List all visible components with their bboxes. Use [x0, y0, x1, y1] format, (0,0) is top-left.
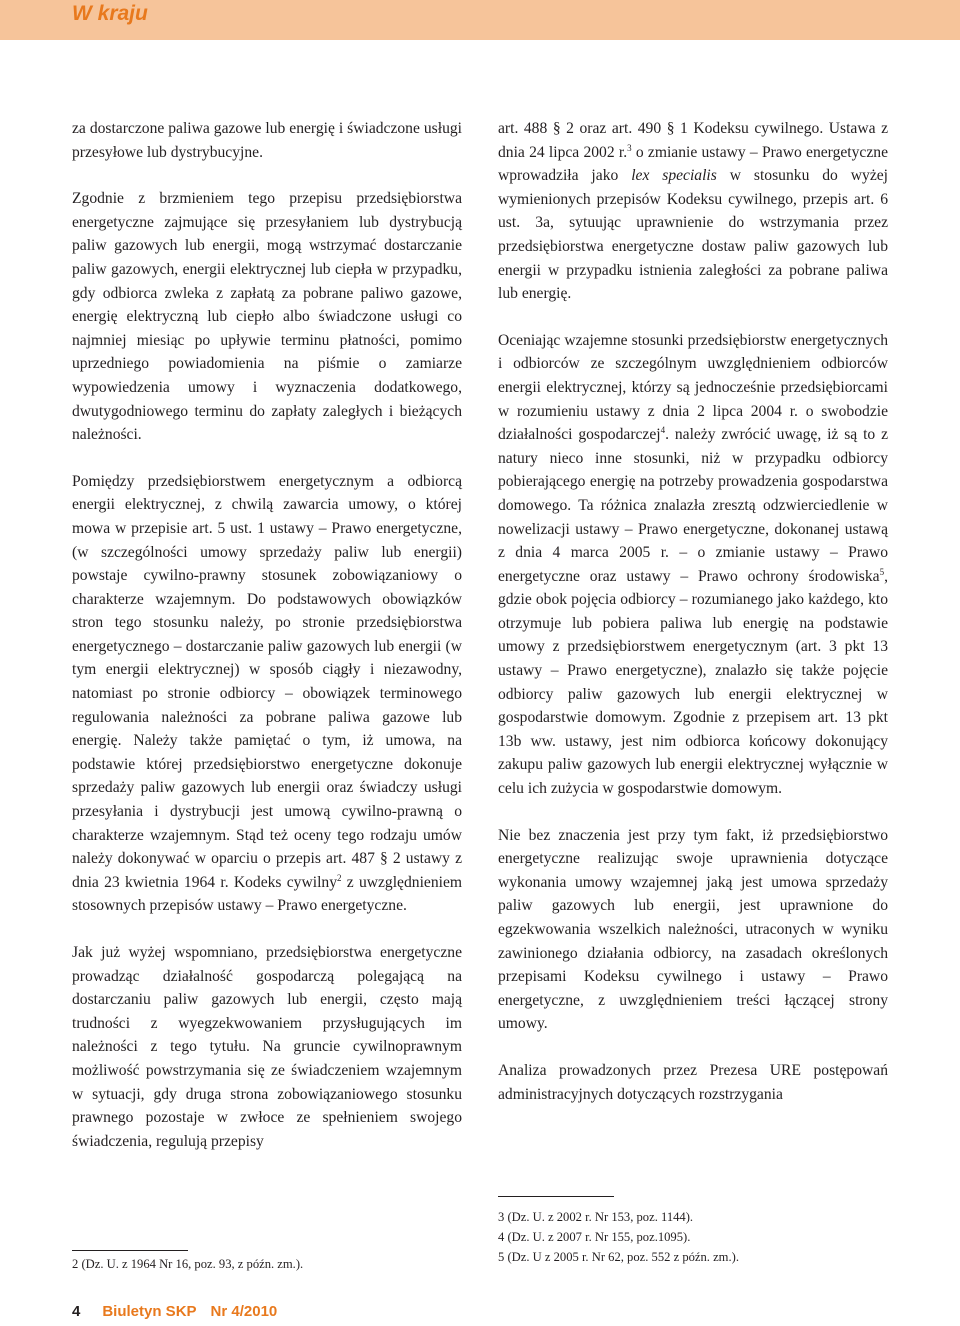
footnote-ref-5: 5	[879, 566, 885, 577]
section-title: W kraju	[72, 2, 148, 25]
page-number: 4	[72, 1303, 81, 1320]
right-paragraph-4: Analiza prowadzonych przez Prezesa URE postępowań administracyjnych dotyczących rozstrzygania	[498, 1061, 888, 1103]
publication-title: Biuletyn SKP	[102, 1303, 197, 1320]
right-paragraph-1-text-b: o zmianie ustawy – Prawo energetyczne wprowadziła jako	[498, 143, 888, 185]
footnote-rule	[72, 1250, 188, 1251]
issue-number: Nr 4/2010	[210, 1303, 278, 1320]
right-paragraph-1	[498, 117, 888, 306]
page-footer	[72, 1303, 277, 1320]
footnote-ref-2: 2	[337, 872, 342, 883]
left-paragraph-3	[72, 470, 462, 918]
left-column	[72, 117, 462, 1153]
right-paragraph-2	[498, 329, 888, 801]
left-footnotes	[72, 1250, 462, 1274]
right-footnotes	[498, 1196, 888, 1267]
footnote-ref-4: 4	[660, 424, 666, 435]
right-paragraph-2-text-c: , gdzie obok pojęcia odbiorcy – rozumianego jako każdego, kto otrzymuje lub pobiera paliwa lub energię na podstawie umowy z przedsiębiorstwem energetycznym (art. 3 pkt 13 ustawy – Prawo energetyczne), znalazło się także pojęcie odbiorcy paliw gazowych lub energii elektrycznej w gospodarstwie domowym. Zgodnie z przepisem art. 13 pkt 13b ww. ustawy, jest nim odbiorca końcowy dokonujący zakupu paliw gazowych lub energii elektrycznej wyłącznie w celu ich zużycia w gospodarstwie domowym.	[498, 567, 888, 798]
right-paragraph-1-text-c: w stosunku do wyżej wymienionych przepisów Kodeksu cywilnego, przepis art. 6 ust. 3a, sytuując uprawnienie do wstrzymania przez przedsiębiorstwa energetyczne dostaw paliw gazowych lub energii w przypadku istnienia zaległości za pobrane paliwa lub energię.	[498, 167, 888, 303]
left-paragraph-3-text-b: z uwzględnieniem stosownych przepisów ustawy – Prawo energetyczne.	[72, 873, 462, 915]
footnote-ref-3: 3	[627, 142, 632, 153]
lex-specialis-term: lex specialis	[631, 167, 717, 185]
left-paragraph-1: za dostarczone paliwa gazowe lub energię i świadczone usługi przesyłowe lub dystrybucyjne.	[72, 120, 462, 161]
right-paragraph-2-text-a: Oceniając wzajemne stosunki przedsiębiorstw energetycznych i odbiorców ze szczególnym uwzględnieniem odbiorców energii elektrycznej, którzy są jednocześnie przedsiębiorcami w rozumieniu ustawy z dnia 2 lipca 2004 r. o swobodzie działalności gospodarczej	[498, 331, 888, 444]
right-paragraph-2-text-b: . należy zwrócić uwagę, iż są to z natury nieco inne stosunki, niż w przypadku odbiorcy pobierającego energię na potrzeby prowadzenia gospodarstwa domowego. Ta różnica znalazła zresztą odzwierciedlenie w nowelizacji ustawy – Prawo energetyczne, dokonanej ustawą z dnia 4 marca 2005 r. – o zmianie ustawy – Prawo energetyczne oraz ustawy – Prawo ochrony środowiska	[498, 426, 888, 585]
left-paragraph-3-text-a: Pomiędzy przedsiębiorstwem energetycznym a odbiorcą energii elektrycznej, z chwilą zawarcia umowy, o której mowa w przepisie art. 5 ust. 1 ustawy – Prawo energetyczne, (w szczególności umowy sprzedaży paliw lub energii) powstaje cywilno-prawny stosunek zobowiązaniowy o charakterze wzajemnym. Do podstawowych obowiązków stron tego stosunku należy, po stronie przedsiębiorstwa energetycznego – dostarczanie paliw gazowych lub energii (w tym energii elektrycznej) w sposób ciągły i niezawodny, natomiast po stronie odbiorcy – obowiązek terminowego regulowania należności za pobrane paliwa gazowe lub energię. Należy także pamiętać o tym, iż umowa, na podstawie której przedsiębiorstwo energetyczne dokonuje sprzedaży paliw gazowych lub energii oraz świadczy usługi przesyłania i dystrybucji jest umową cywilno-prawną o charakterze wzajemnym. Stąd też oceny tego rodzaju umów należy dokonywać w oparciu o przepis art. 487 § 2 ustawy z dnia 23 kwietnia 1964 r. Kodeks cywilny	[72, 472, 462, 891]
right-column	[498, 117, 888, 1106]
right-paragraph-3: Nie bez znaczenia jest przy tym fakt, iż przedsiębiorstwo energetyczne realizując swoje uprawnienia dotyczące wykonania umowy wzajemnej jaką jest umowa sprzedaży paliw gazowych lub energii, jest uprawnione do egzekwowania wszelkich należności, utraconych w wyniku zawinionego działania odbiorcy, na zasadach określonych przepisami Kodeksu cywilnego i ustawy – Prawo energetyczne, z uwzględnieniem treści łączącej strony umowy.	[498, 826, 888, 1033]
left-paragraph-2: Zgodnie z brzmieniem tego przepisu przedsiębiorstwa energetyczne zajmujące się przesyłaniem lub dystrybucją paliw gazowych lub energii, mogą wstrzymać dostarczanie paliw gazowych, energii elektrycznej lub ciepła w przypadku, gdy odbiorca zwleka z zapłatą za pobrane paliwo gazowe, energię elektryczną lub ciepło albo świadczone usługi co najmniej miesiąc po upływie terminu płatności, pomimo uprzedniego powiadomienia na piśmie o zamiarze wypowiedzenia umowy i wyznaczenia dodatkowego, dwutygodniowego terminu do zapłaty zaległych i bieżących należności.	[72, 190, 462, 444]
footnote-2: 2 (Dz. U. z 1964 Nr 16, poz. 93, z późn. zm.).	[72, 1257, 304, 1271]
left-paragraph-4: Jak już wyżej wspomniano, przedsiębiorstwa energetyczne prowadząc działalność gospodarczą polegającą na dostarczaniu paliw gazowych lub energii, często mają trudności z wyegzekwowaniem przysługujących im należności z tego tytułu. Na gruncie cywilnoprawnym możliwość powstrzymania się ze świadczeniem wzajemnym w sytuacji, gdy druga strona zobowiązaniowego stosunku prawnego pozostaje w zwłoce ze spełnieniem swojego świadczenia, regulują przepisy	[72, 944, 462, 1150]
footnote-4: 4 (Dz. U. z 2007 r. Nr 155, poz.1095).	[498, 1230, 691, 1244]
footnote-rule	[498, 1196, 614, 1197]
footnote-3: 3 (Dz. U. z 2002 r. Nr 153, poz. 1144).	[498, 1210, 694, 1224]
footnote-5: 5 (Dz. U z 2005 r. Nr 62, poz. 552 z późn. zm.).	[498, 1250, 739, 1264]
right-paragraph-1-text-a: art. 488 § 2 oraz art. 490 § 1 Kodeksu cywilnego. Ustawa z dnia 24 lipca 2002 r.	[498, 120, 888, 161]
